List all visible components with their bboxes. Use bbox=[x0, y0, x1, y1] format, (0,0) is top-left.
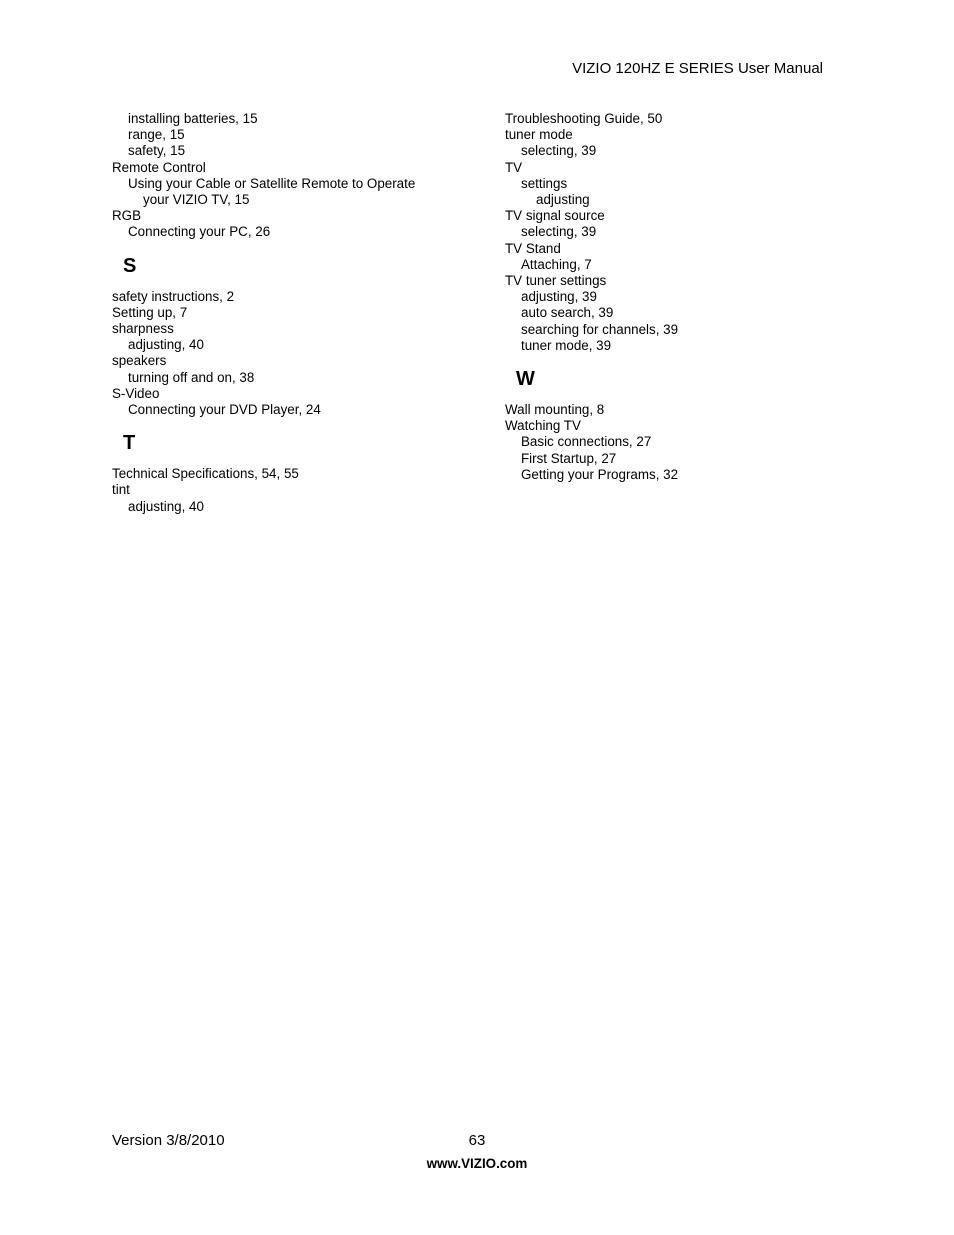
index-subentry: adjusting bbox=[536, 192, 590, 208]
index-subentry: selecting, 39 bbox=[521, 224, 597, 240]
index-entry: tint bbox=[112, 482, 130, 498]
index-entry: TV Stand bbox=[505, 240, 561, 256]
index-entry: S-Video bbox=[112, 385, 160, 401]
index-subentry: Connecting your DVD Player, 24 bbox=[128, 402, 321, 418]
index-entry: sharpness bbox=[112, 321, 174, 337]
index-column-left bbox=[112, 111, 492, 515]
index-subentry: turning off and on, 38 bbox=[128, 369, 255, 385]
index-entry: Troubleshooting Guide, 50 bbox=[505, 111, 663, 126]
index-subentry: Using your Cable or Satellite Remote to Operate bbox=[128, 175, 416, 191]
index-subentry: Connecting your PC, 26 bbox=[128, 224, 271, 240]
index-entry: Setting up, 7 bbox=[112, 304, 188, 320]
index-subentry: Attaching, 7 bbox=[521, 256, 592, 272]
index-subentry: tuner mode, 39 bbox=[521, 337, 612, 353]
version-label: Version 3/8/2010 bbox=[112, 1132, 225, 1149]
index-subentry: safety, 15 bbox=[128, 143, 186, 159]
index-entry: Technical Specifications, 54, 55 bbox=[112, 466, 299, 482]
index-subentry: First Startup, 27 bbox=[521, 450, 617, 466]
index-subentry: adjusting, 40 bbox=[128, 498, 204, 514]
index-subentry: Basic connections, 27 bbox=[521, 434, 652, 450]
index-entry: tuner mode bbox=[505, 127, 573, 143]
page-number: 63 bbox=[468, 1132, 486, 1149]
index-entry: RGB bbox=[112, 208, 142, 224]
index-entry: TV signal source bbox=[505, 208, 605, 224]
index-section-letter: W bbox=[516, 368, 535, 391]
index-entry: speakers bbox=[112, 353, 167, 369]
index-subentry: settings bbox=[521, 175, 568, 191]
index-subentry: Getting your Programs, 32 bbox=[521, 466, 679, 482]
index-subentry: searching for channels, 39 bbox=[521, 321, 679, 337]
index-subentry: adjusting, 40 bbox=[128, 337, 204, 353]
index-entry: TV tuner settings bbox=[505, 273, 607, 289]
index-subentry: auto search, 39 bbox=[521, 305, 614, 321]
manual-title: VIZIO 120HZ E SERIES User Manual bbox=[572, 60, 823, 77]
index-subentry: selecting, 39 bbox=[521, 143, 597, 159]
index-entry: TV bbox=[505, 159, 523, 175]
index-subentry: your VIZIO TV, 15 bbox=[143, 192, 250, 208]
index-section-letter: S bbox=[123, 254, 137, 277]
index-subentry: adjusting, 39 bbox=[521, 289, 597, 305]
index-subentry: installing batteries, 15 bbox=[128, 111, 258, 126]
website-url: www.VIZIO.com bbox=[426, 1156, 528, 1171]
index-section-letter: T bbox=[123, 432, 136, 455]
index-entry: safety instructions, 2 bbox=[112, 288, 235, 304]
index-entry: Wall mounting, 8 bbox=[505, 402, 605, 418]
index-entry: Watching TV bbox=[505, 418, 581, 434]
index-entry: Remote Control bbox=[112, 159, 206, 175]
index-subentry: range, 15 bbox=[128, 127, 185, 143]
index-column-right bbox=[505, 111, 885, 483]
